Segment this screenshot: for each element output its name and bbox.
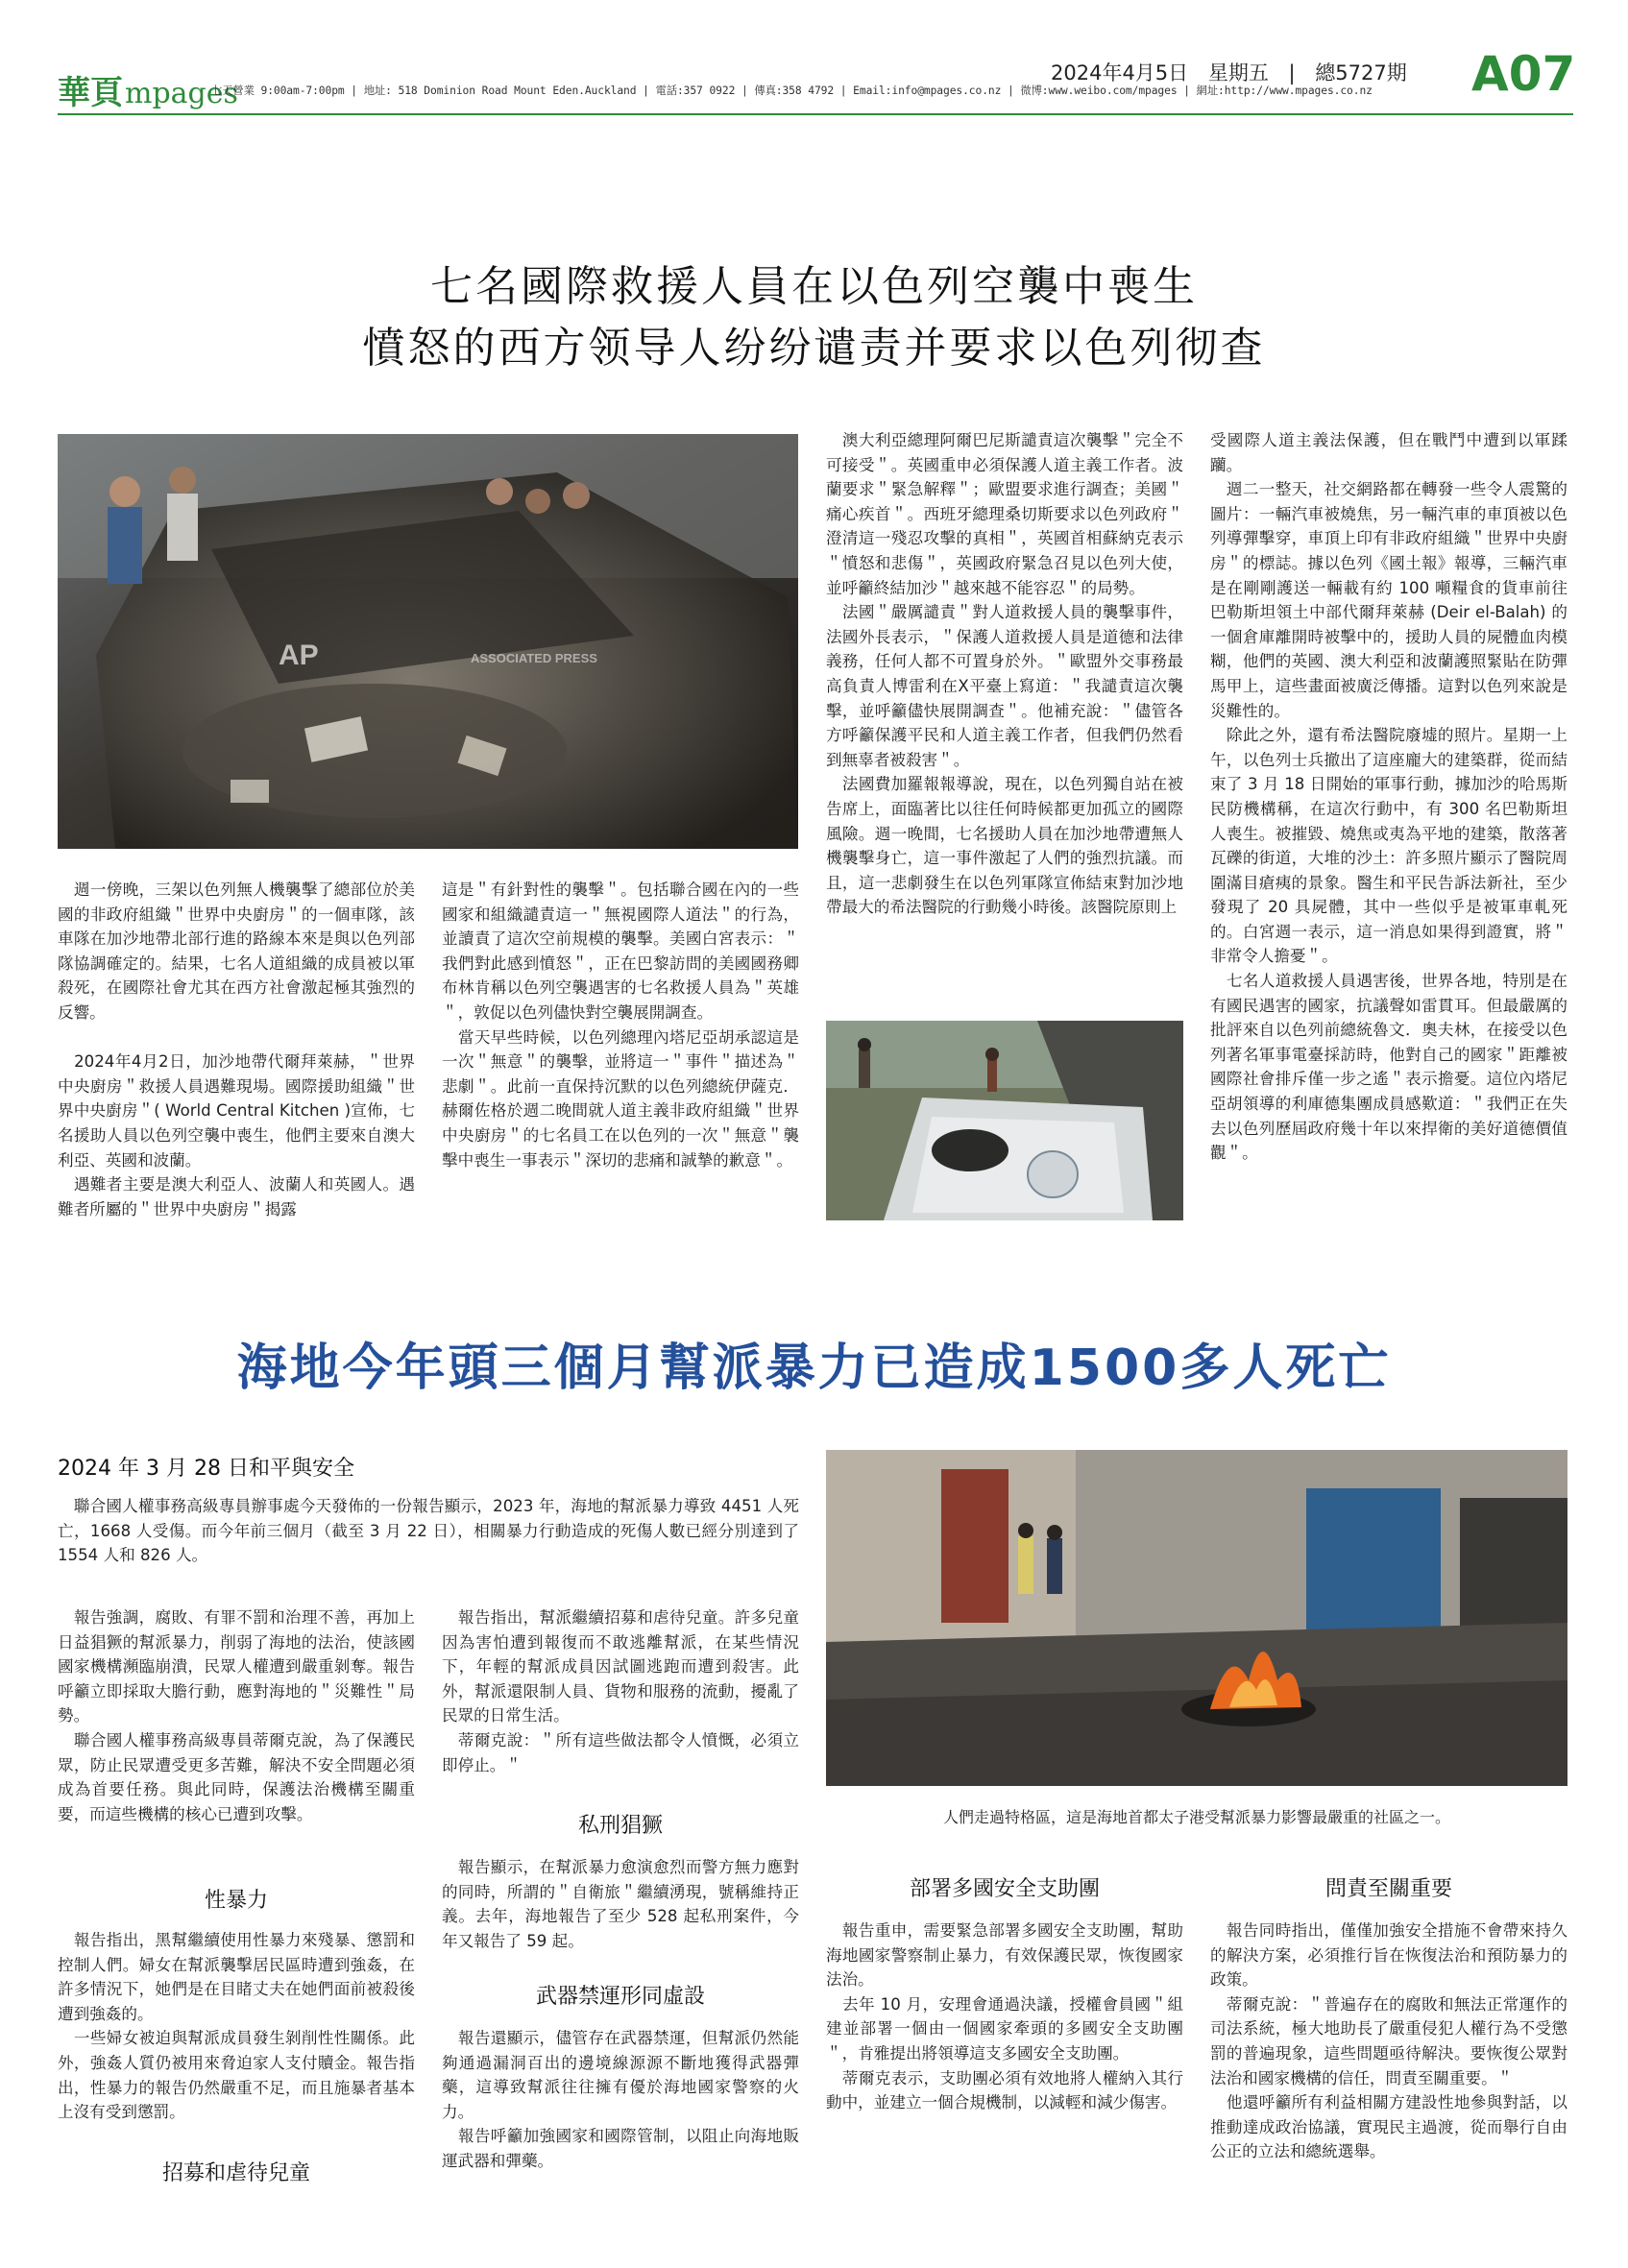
subhead-child-recruitment: 招募和虐待兒童 [161,2161,310,2185]
article2-column-3: 報告重申，需要緊急部署多國安全支助團，幫助海地國家警察制止暴力，有效保護民眾，恢復國家法治。 去年 10 月，安理會通過決議，授權會員國＂組建並部署一個由一個國家牽頭的多國安全支助團＂，肯雅提出將領導這支多國安全支助團。 蒂爾克表示，支助團必須有效地將人權納入其行動中，並建立一個合規機制，以減輕和減少傷害。 [826,1921,1183,2112]
issue-info [1051,58,1421,86]
subhead-arms-embargo: 武器禁運形同虛設 [535,1985,705,2009]
ap-watermark: AP [279,639,319,671]
article1-headline-line1: 七名國際救援人員在以色列空襲中喪生 [430,262,1198,311]
article1-column-3: 澳大利亞總理阿爾巴尼斯譴責這次襲擊＂完全不可接受＂。英國重申必須保護人道主義工作者。波蘭要求＂緊急解釋＂；歐盟要求進行調查；美國＂痛心疾首＂。西班牙總理桑切斯要求以色列政府＂澄清這一殘忍攻擊的真相＂，英國首相蘇納克表示＂憤怒和悲傷＂，英國政府緊急召見以色列大使，並呼籲終結加沙＂越來越不能容忍＂的局勢。 法國＂嚴厲譴責＂對人道救援人員的襲擊事件，法國外長表示，＂保護人道救援人員是道德和法律義務，任何人都不可置身於外。＂歐盟外交事務最高負責人博雷利在X平臺上寫道：＂我譴責這次襲擊，並呼籲儘快展開調查＂。他補充說：＂儘管各方呼籲保護平民和人道主義工作者，但我們仍然看到無辜者被殺害＂。 法國費加羅報報導說，現在，以色列獨自站在被告席上，面臨著比以往任何時候都更加孤立的國際風險。週一晚間，七名援助人員在加沙地帶遭無人機襲擊身亡，這一事件激起了人們的強烈抗議。而且，這一悲劇發生在以色列軍隊宣佈結束對加沙地帶最大的希法醫院的行動幾小時後。該醫院原則上 [826,431,1183,917]
logo-english: mpages [125,77,238,110]
article2-column-1b: 報告指出，黑幫繼續使用性暴力來殘暴、懲罰和控制人們。婦女在幫派襲擊居民區時遭到強姦，在許多情況下，她們是在目睹丈夫在她們面前被殺後遭到強姦的。 一些婦女被迫與幫派成員發生剝削性性關係。此外，強姦人質仍被用來脅迫家人支付贖金。報告指出，性暴力的報告仍然嚴重不足，而且施暴者基本上沒有受到懲罰。 [58,1931,415,2122]
article2-column-4: 報告同時指出，僅僅加強安全措施不會帶來持久的解決方案，必須推行旨在恢復法治和預防暴力的政策。 蒂爾克說：＂普遍存在的腐敗和無法正常運作的司法系統，極大地助長了嚴重侵犯人權行為不受懲罰的普遍現象，這些問題亟待解決。要恢復公眾對法治和國家機構的信任，問責至關重要。＂ 他還呼籲所有利益相關方建設性地參與對話，以推動達成政治協議，實現民主過渡，從而舉行自由公正的立法和總統選舉。 [1210,1921,1567,2161]
issue-separator: | [1288,61,1296,84]
issue-weekday: 星期五 [1207,61,1269,84]
subhead-accountability: 問責至關重要 [1324,1877,1452,1901]
article1-column-2: 這是＂有針對性的襲擊＂。包括聯合國在內的一些國家和組織譴責這一＂無視國際人道法＂的行為，並讀責了這次空前規模的襲擊。美國白宮表示：＂我們對此感到憤怒＂，正在巴黎訪問的美國國務卿布林肯稱以色列空襲遇害的七名救援人員為＂英雄＂，敦促以色列儘快對空襲展開調查。 當天早些時候，以色列總理內塔尼亞胡承認這是一次＂無意＂的襲擊，並將這一＂事件＂描述為＂悲劇＂。此前一直保持沉默的以色列總統伊薩克．赫爾佐格於週二晚間就人道主義非政府組織＂世界中央廚房＂的七名員工在以色列的一次＂無意＂襲擊中喪生一事表示＂深切的悲痛和誠摯的歉意＂。 [442,881,799,1170]
article2-column-2c: 報告還顯示，儘管存在武器禁運，但幫派仍然能夠通過漏洞百出的邊境線源源不斷地獲得武器彈藥，這導致幫派往往擁有優於海地國家警察的火力。 報告呼籲加強國家和國際管制，以阻止向海地販運武器和彈藥。 [442,2029,799,2170]
article1-column-1: 週一傍晚，三架以色列無人機襲擊了總部位於美國的非政府組織＂世界中央廚房＂的一個車隊，該車隊在加沙地帶北部行進的路線本來是與以色列部隊協調確定的。結果，七名人道組織的成員被以軍殺死，在國際社會尤其在西方社會激起極其強烈的反響。 2024年4月2日，加沙地帶代爾拜萊赫，＂世界中央廚房＂救援人員遇難現場。國際援助組織＂世界中央廚房＂( World Central Kitchen )宣佈，七名援助人員以色列空襲中喪生，他們主要來自澳大利亞、英國和波蘭。 遇難者主要是澳大利亞人、波蘭人和英國人。遇難者所屬的＂世界中央廚房＂揭露 [58,881,415,1218]
article1-headline-line2: 憤怒的西方领导人纷纷谴责并要求以色列彻查 [362,324,1266,373]
article2-column-1a: 報告強調，腐敗、有罪不罰和治理不善，再加上日益猖獗的幫派暴力，削弱了海地的法治，使該國國家機構瀕臨崩潰，民眾人權遭到嚴重剝奪。報告呼籲立即採取大膽行動，應對海地的＂災難性＂局勢。 聯合國人權事務高級專員蒂爾克說，為了保護民眾，防止民眾遭受更多苦難，解決不安全問題必須成為首要任務。與此同時，保護法治機構至關重要，而這些機構的核心已遭到攻擊。 [58,1608,415,1823]
article2-dateline: 2024 年 3 月 28 日和平與安全 [58,1457,354,1481]
article2-headline: 海地今年頭三個月幫派暴力已造成1500多人死亡 [236,1339,1392,1397]
photo-burned-vehicle [58,434,798,849]
issue-number: 總5727期 [1315,61,1407,84]
article2-column-2b: 報告顯示，在幫派暴力愈演愈烈而警方無力應對的同時，所謂的＂自衛旅＂繼續湧現，號稱維持正義。去年，海地報告了至少 528 起私刑案件，今年又報告了 59 起。 [442,1858,799,1950]
article1-column-4: 受國際人道主義法保護，但在戰鬥中遭到以軍蹂躪。 週二一整天，社交網路都在轉發一些令人震驚的圖片：一輛汽車被燒焦，另一輛汽車的車頂被以色列導彈擊穿，車頂上印有非政府組織＂世界中央廚房＂的標誌。據以色列《國土報》報導，三輛汽車是在剛剛護送一輛載有約 100 噸糧食的貨車前往巴勒斯坦領土中部代爾拜萊赫 (Deir el-Balah) 的一個倉庫離開時被擊中的，援助人員的屍體血肉模糊，他們的英國、澳大利亞和波蘭護照緊貼在防彈馬甲上，這些畫面被廣泛傳播。這對以色列來說是災難性的。 除此之外，還有希法醫院廢墟的照片。星期一上午，以色列士兵撤出了這座龐大的建築群，從而結束了 3 月 18 日開始的軍事行動，據加沙的哈馬斯民防機構稱，在這次行動中，有 300 名巴勒斯坦人喪生。被摧毀、燒焦或夷為平地的建築，散落著瓦礫的街道，大堆的沙土：許多照片顯示了醫院周圍滿目瘡痍的景象。醫生和平民告訴法新社，至少發現了 20 具屍體，其中一些似乎是被軍車軋死的。白宮週一表示，這一消息如果得到證實，將＂非常令人擔憂＂。 七名人道救援人員遇害後，世界各地，特別是在有國民遇害的國家，抗議聲如雷貫耳。但最嚴厲的批評來自以色列前總統魯文．奧夫林，在接受以色列著名軍事電臺採訪時，他對自己的國家＂距離被國際社會排斥僅一步之遙＂表示擔憂。這位內塔尼亞胡領導的利庫德集團成員感歎道：＂我們正在失去以色列歷屆政府幾十年以來捍衛的美好道德價值觀＂。 [1210,431,1567,1163]
photo-haiti-street [826,1450,1567,1786]
issue-date: 2024年4月5日 [1051,61,1189,84]
photo-caption: 人們走過特格區，這是海地首都太子港受幫派暴力影響最嚴重的社區之一。 [942,1808,1450,1826]
article2-column-2a: 報告指出，幫派繼續招募和虐待兒童。許多兒童因為害怕遭到報復而不敢逃離幫派，在某些情況下，年輕的幫派成員因試圖逃跑而遭到殺害。此外，幫派還限制人員、貨物和服務的流動，擾亂了民眾的日常生活。 蒂爾克說：＂所有這些做法都令人憤慨，必須立即停止。＂ [442,1608,799,1774]
article2-lede: 聯合國人權事務高級專員辦事處今天發佈的一份報告顯示，2023 年，海地的幫派暴力導致 4451 人死亡，1668 人受傷。而今年前三個月（截至 3 月 22 日），相關暴力行動造成的死傷人數已經分別達到了 1554 人和 826 人。 [58,1497,805,1565]
page-number: A07 [1471,46,1576,102]
subhead-security-mission: 部署多國安全支助團 [909,1877,1100,1901]
photo-vehicle-roof [826,1021,1183,1220]
ap-watermark-text: ASSOCIATED PRESS [471,651,597,665]
logo-chinese: 華頁 [58,74,123,112]
masthead-rule [58,113,1573,115]
contact-line: 七天營業 9:00am-7:00pm | 地址: 518 Dominion Road Mount Eden.Auckland | 電話:357 0922 | 傳真:358 4792 | Email:info@mpages.co.nz | 微博:www.weibo.com/mpages | 網址:http://www.mpages.co.nz [211,84,1373,97]
subhead-sexual-violence: 性暴力 [204,1889,268,1913]
subhead-vigilante: 私刑猖獗 [577,1814,663,1838]
